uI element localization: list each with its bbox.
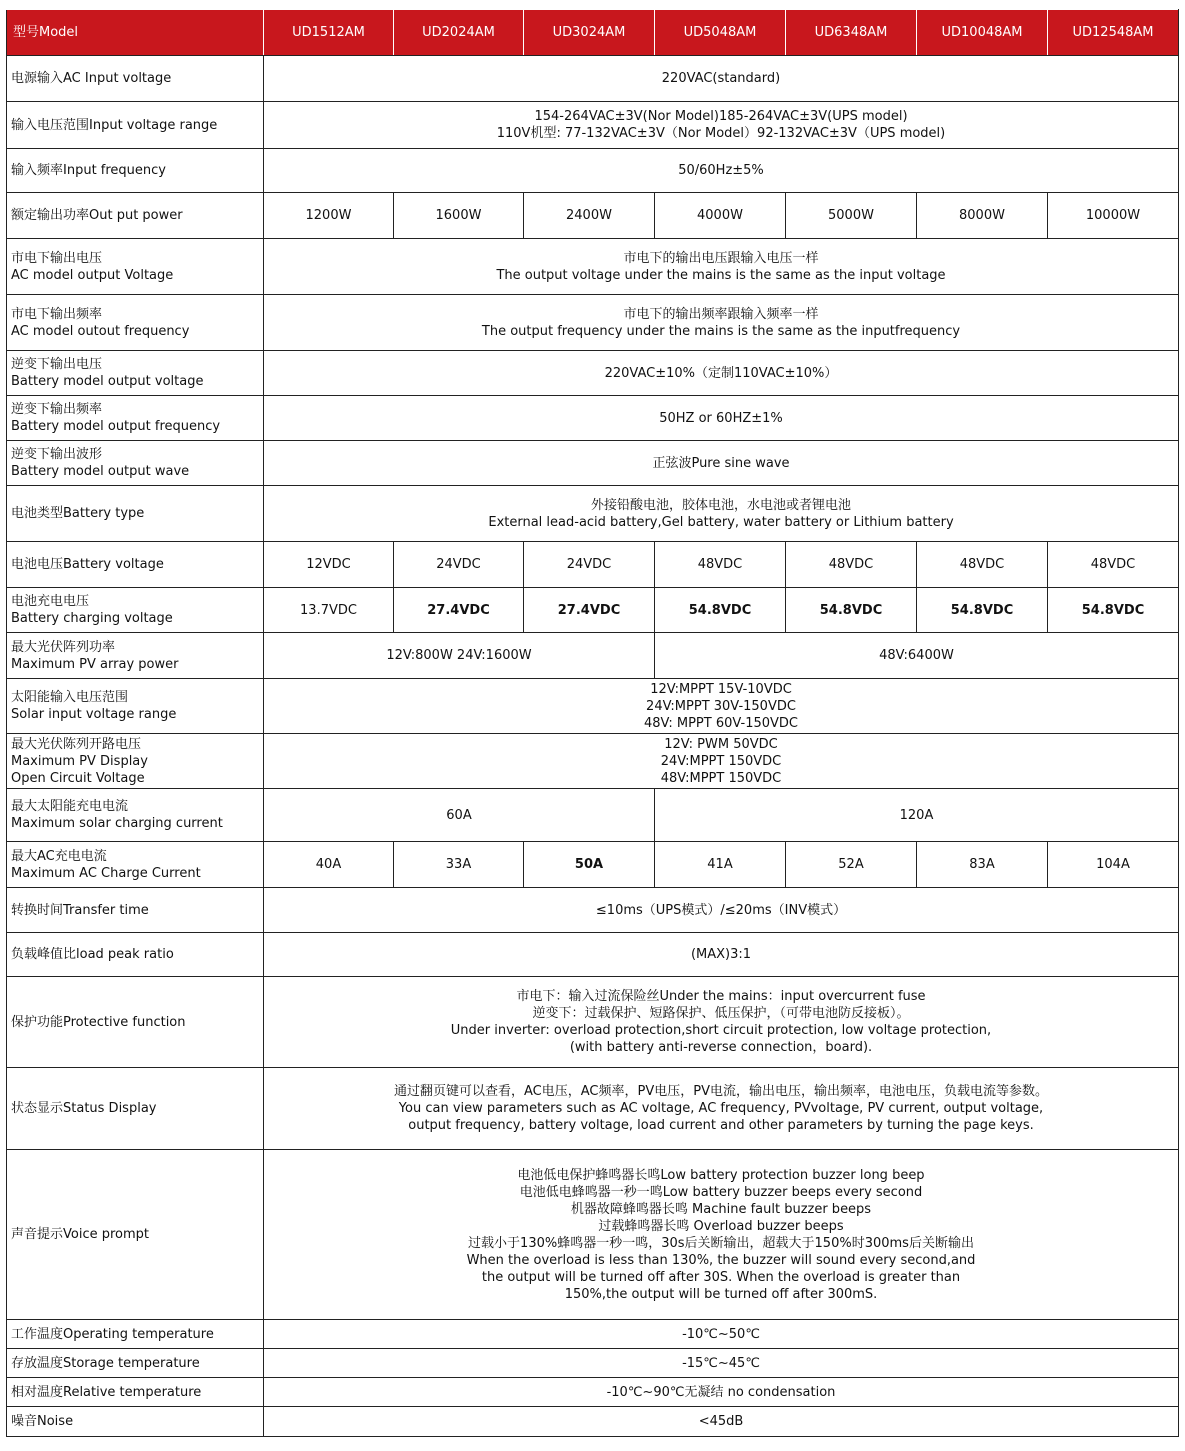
text-line: Open Circuit Voltage: [11, 770, 145, 786]
spec-row-solar-charging-current: [7, 789, 1179, 842]
value-cell: 48VDC: [786, 542, 917, 588]
spec-row-voice-prompt: [7, 1150, 1179, 1320]
row-label: [7, 149, 264, 193]
spec-row-charging-voltage: [7, 588, 1179, 633]
text-line: 外接铅酸电池，胶体电池，水电池或者锂电池: [590, 497, 851, 513]
text-line: Solar input voltage range: [11, 707, 177, 722]
row-label: [7, 295, 264, 351]
spec-row-ac-output-frequency: [7, 295, 1179, 351]
row-label: [7, 1320, 264, 1349]
spec-row-input-range: [7, 102, 1179, 149]
value-cell: 2400W: [524, 193, 655, 239]
text-line: Maximum PV array power: [11, 656, 179, 672]
model-name: UD1512AM: [264, 10, 394, 56]
text-line: 存放温度Storage temperature: [11, 1355, 200, 1371]
value-cell: [264, 734, 1179, 789]
row-label: [7, 239, 264, 295]
value-cell: [264, 888, 1179, 933]
text-line: Battery charging voltage: [11, 611, 173, 626]
row-label: [7, 679, 264, 734]
row-label: [7, 1349, 264, 1378]
row-label: [7, 351, 264, 396]
value-cell: 50A: [524, 842, 655, 888]
text-line: 50HZ or 60HZ±1%: [659, 410, 783, 426]
text-line: 最大光伏阵列功率: [11, 639, 116, 655]
spec-row-output-power: [7, 193, 1179, 239]
text-line: 电池低电保护蜂鸣器长鸣Low battery protection buzzer long beep: [517, 1167, 925, 1183]
row-label: [7, 933, 264, 977]
value-cell: 54.8VDC: [917, 588, 1048, 633]
value-cell: [264, 295, 1179, 351]
spec-row-storage-temperature: [7, 1349, 1179, 1378]
spec-row-load-peak-ratio: [7, 933, 1179, 977]
spec-row-input-frequency: [7, 149, 1179, 193]
text-line: (with battery anti-reverse connection，board).: [569, 1040, 873, 1055]
spec-row-solar-input-range: [7, 679, 1179, 734]
text-line: Maximum solar charging current: [11, 816, 223, 831]
text-line: 电池电压Battery voltage: [11, 557, 164, 572]
text-line: 过载小于130%蜂鸣器一秒一鸣，30s后关断输出，超载大于150%时300ms后关断输出: [468, 1235, 974, 1251]
text-line: 50/60Hz±5%: [678, 163, 764, 178]
model-name: UD2024AM: [394, 10, 524, 56]
row-label: [7, 56, 264, 102]
value-cell: [264, 441, 1179, 486]
text-line: 声音提示Voice prompt: [11, 1227, 150, 1242]
header-row: [7, 10, 1179, 56]
text-line: (MAX)3:1: [690, 947, 752, 962]
text-line: 48V: MPPT 60V-150VDC: [643, 715, 798, 731]
text-line: <45dB: [698, 1414, 744, 1429]
text-line: 12V: PWM 50VDC: [664, 736, 778, 752]
value-cell: 27.4VDC: [394, 588, 524, 633]
value-cell: 41A: [655, 842, 786, 888]
text-line: 逆变下输出电压: [11, 357, 103, 372]
text-line: output frequency, battery voltage, load current and other parameters by turning the page keys.: [408, 1118, 1034, 1133]
text-line: 正弦波Pure sine wave: [652, 455, 790, 471]
value-cell: [264, 933, 1179, 977]
value-cell: 54.8VDC: [655, 588, 786, 633]
row-label: [7, 193, 264, 239]
spec-row-noise: [7, 1407, 1179, 1437]
spec-row-ac-output-voltage: [7, 239, 1179, 295]
text-line: 负载峰值比load peak ratio: [11, 947, 174, 962]
row-label: [7, 789, 264, 842]
value-cell: [264, 351, 1179, 396]
text-line: Battery model output frequency: [11, 419, 221, 434]
text-line: The output frequency under the mains is the same as the inputfrequency: [481, 323, 961, 339]
value-cell: [264, 1349, 1179, 1378]
row-label: [7, 102, 264, 149]
text-line: ≤10ms（UPS模式）/≤20ms（INV模式）: [595, 902, 847, 918]
value-cell: [264, 396, 1179, 441]
model-name: UD12548AM: [1048, 10, 1179, 56]
row-label: [7, 1150, 264, 1320]
value-cell: [264, 1068, 1179, 1150]
text-line: 状态显示Status Display: [11, 1101, 157, 1116]
value-cell: 104A: [1048, 842, 1179, 888]
value-cell: 120A: [655, 789, 1179, 842]
text-line: -10℃~50℃: [682, 1326, 760, 1342]
text-line: 电池类型Battery type: [11, 506, 145, 521]
text-line: 过载蜂鸣器长鸣 Overload buzzer beeps: [598, 1218, 844, 1234]
row-label: [7, 888, 264, 933]
text-line: Maximum AC Charge Current: [11, 865, 201, 881]
text-line: 150%,the output will be turned off after 300mS.: [564, 1286, 878, 1302]
model-name: UD5048AM: [655, 10, 786, 56]
text-line: When the overload is less than 130%, the buzzer will sound every second,and: [466, 1252, 976, 1268]
value-cell: 48VDC: [917, 542, 1048, 588]
value-cell: 1600W: [394, 193, 524, 239]
value-cell: 60A: [264, 789, 655, 842]
text-line: The output voltage under the mains is the same as the input voltage: [496, 267, 946, 283]
text-line: -10℃~90℃无凝结 no condensation: [606, 1384, 836, 1400]
value-cell: [264, 486, 1179, 542]
text-line: 市电下输出电压: [11, 250, 103, 266]
value-cell: [264, 1320, 1179, 1349]
text-line: 市电下：输入过流保险丝Under the mains：input overcurrent fuse: [516, 989, 926, 1004]
text-line: 噪音Noise: [11, 1414, 74, 1429]
row-label: [7, 441, 264, 486]
text-line: AC model output Voltage: [11, 267, 174, 283]
text-line: AC model outout frequency: [11, 323, 190, 339]
row-label: [7, 842, 264, 888]
spec-row-operating-temperature: [7, 1320, 1179, 1349]
spec-row-pv-array-power: [7, 633, 1179, 679]
text-line: 逆变下：过载保护、短路保护、低压保护，（可带电池防反接板）。: [532, 1006, 910, 1021]
spec-row-battery-type: [7, 486, 1179, 542]
model-name: UD6348AM: [786, 10, 917, 56]
text-line: 最大太阳能充电电流: [11, 799, 129, 814]
text-line: 通过翻页键可以查看，AC电压，AC频率，PV电压，PV电流，输出电压，输出频率，电池电压，负载电流等参数。: [394, 1084, 1048, 1099]
spec-row-protective-function: [7, 977, 1179, 1068]
text-line: Under inverter: overload protection,short circuit protection, low voltage protection,: [450, 1023, 992, 1038]
text-line: 转换时间Transfer time: [11, 902, 149, 918]
value-cell: 4000W: [655, 193, 786, 239]
value-cell: 12V:800W 24V:1600W: [264, 633, 655, 679]
value-cell: [264, 1150, 1179, 1320]
text-line: 24V:MPPT 150VDC: [660, 753, 782, 769]
model-name: UD10048AM: [917, 10, 1048, 56]
row-label: [7, 1407, 264, 1437]
text-line: 太阳能输入电压范围: [11, 690, 129, 705]
text-line: 最大光伏陈列开路电压: [11, 736, 142, 752]
value-cell: 48VDC: [655, 542, 786, 588]
text-line: 电池低电蜂鸣器一秒一鸣Low battery buzzer beeps every second: [519, 1184, 923, 1200]
text-line: 额定输出功率Out put power: [11, 208, 183, 223]
value-cell: 52A: [786, 842, 917, 888]
spec-row-input-voltage: [7, 56, 1179, 102]
value-cell: 1200W: [264, 193, 394, 239]
text-line: 220VAC±10%（定制110VAC±10%）: [604, 365, 838, 381]
value-cell: [264, 977, 1179, 1068]
value-cell: 54.8VDC: [1048, 588, 1179, 633]
text-line: 24V:MPPT 30V-150VDC: [646, 698, 796, 714]
text-line: 机器故障蜂鸣器长鸣 Machine fault buzzer beeps: [570, 1201, 872, 1217]
text-line: 逆变下输出波形: [11, 447, 103, 462]
row-label: [7, 396, 264, 441]
text-line: 市电下输出频率: [11, 306, 103, 322]
text-line: 12V:MPPT 15V-10VDC: [650, 681, 792, 697]
value-cell: [264, 56, 1179, 102]
model-header-label: 型号Model: [7, 10, 264, 56]
value-cell: [264, 1378, 1179, 1407]
spec-row-battery-output-frequency: [7, 396, 1179, 441]
text-line: 220VAC(standard): [661, 71, 781, 86]
value-cell: 83A: [917, 842, 1048, 888]
row-label: [7, 734, 264, 789]
row-label: [7, 486, 264, 542]
row-label: [7, 1378, 264, 1407]
model-name: UD3024AM: [524, 10, 655, 56]
spec-row-battery-output-voltage: [7, 351, 1179, 396]
text-line: 154-264VAC±3V(Nor Model)185-264VAC±3V(UPS model): [534, 109, 908, 124]
text-line: 电池充电电压: [11, 594, 90, 609]
text-line: 市电下的输出电压跟输入电压一样: [623, 250, 819, 266]
text-line: 110V机型: 77-132VAC±3V（Nor Model）92-132VAC±3V（UPS model): [496, 126, 946, 141]
value-cell: 5000W: [786, 193, 917, 239]
value-cell: [264, 1407, 1179, 1437]
text-line: 市电下的输出频率跟输入频率一样: [623, 306, 819, 322]
text-line: 输入电压范围Input voltage range: [11, 117, 218, 133]
value-cell: 40A: [264, 842, 394, 888]
spec-row-battery-voltage: [7, 542, 1179, 588]
text-line: 工作温度Operating temperature: [11, 1326, 214, 1342]
value-cell: 13.7VDC: [264, 588, 394, 633]
text-line: -15℃~45℃: [682, 1355, 760, 1371]
text-line: the output will be turned off after 30S. When the overload is greater than: [481, 1269, 961, 1285]
text-line: Battery model output voltage: [11, 374, 204, 389]
value-cell: 54.8VDC: [786, 588, 917, 633]
spec-row-relative-temperature: [7, 1378, 1179, 1407]
spec-table: [6, 9, 1179, 1437]
value-cell: 12VDC: [264, 542, 394, 588]
text-line: 保护功能Protective function: [11, 1014, 186, 1030]
row-label: [7, 633, 264, 679]
text-line: 48V:MPPT 150VDC: [660, 770, 782, 786]
value-cell: [264, 239, 1179, 295]
row-label: [7, 977, 264, 1068]
value-cell: 48VDC: [1048, 542, 1179, 588]
row-label: [7, 542, 264, 588]
text-line: 逆变下输出频率: [11, 402, 103, 417]
row-label: [7, 1068, 264, 1150]
value-cell: 48V:6400W: [655, 633, 1179, 679]
text-line: 输入频率Input frequency: [11, 163, 166, 178]
spec-row-transfer-time: [7, 888, 1179, 933]
spec-row-pv-open-circuit: [7, 734, 1179, 789]
text-line: 相对温度Relative temperature: [11, 1384, 202, 1400]
value-cell: 24VDC: [524, 542, 655, 588]
value-cell: [264, 679, 1179, 734]
text-line: Battery model output wave: [11, 464, 190, 479]
value-cell: [264, 102, 1179, 149]
value-cell: 8000W: [917, 193, 1048, 239]
text-line: 最大AC充电电流: [11, 848, 107, 864]
spec-row-ac-charge-current: [7, 842, 1179, 888]
value-cell: 33A: [394, 842, 524, 888]
value-cell: 10000W: [1048, 193, 1179, 239]
value-cell: 24VDC: [394, 542, 524, 588]
spec-row-status-display: [7, 1068, 1179, 1150]
spec-row-battery-output-wave: [7, 441, 1179, 486]
text-line: You can view parameters such as AC voltage, AC frequency, PVvoltage, PV current, output voltage,: [398, 1101, 1044, 1116]
value-cell: 27.4VDC: [524, 588, 655, 633]
text-line: External lead-acid battery,Gel battery, water battery or Lithium battery: [488, 514, 954, 530]
row-label: [7, 588, 264, 633]
value-cell: [264, 149, 1179, 193]
text-line: 电源输入AC Input voltage: [11, 71, 172, 86]
text-line: Maximum PV Display: [11, 753, 148, 769]
